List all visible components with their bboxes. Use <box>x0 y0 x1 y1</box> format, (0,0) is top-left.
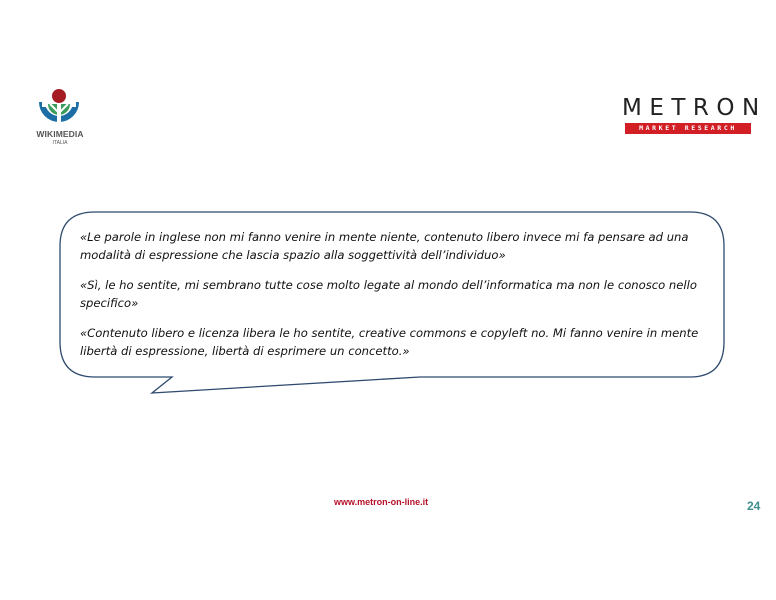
metron-wordmark: METRON <box>622 95 767 121</box>
quote-2: «Sì, le ho sentite, mi sembrano tutte cose molto legate al mondo dell’informatica ma non le conosco nello specifico» <box>80 278 697 310</box>
metron-tagline: MARKET RESEARCH <box>625 123 751 134</box>
quotes-block <box>80 229 720 373</box>
wikimedia-wordmark: WIKIMEDIA <box>36 129 84 139</box>
quote-1: «Le parole in inglese non mi fanno venire in mente niente, contenuto libero invece mi fa pensare ad una modalità di espressione che lascia spazio alla soggettività dell’individuo» <box>80 230 689 262</box>
wikimedia-subtitle: ITALIA <box>52 140 68 146</box>
quote-3: «Contenuto libero e licenza libera le ho sentite, creative commons e copyleft no. Mi fanno venire in mente libertà di espressione, libertà di esprimere un concetto.» <box>80 326 699 358</box>
page-number: 24 <box>747 499 761 513</box>
footer-website-link[interactable]: www.metron-on-line.it <box>334 497 429 507</box>
